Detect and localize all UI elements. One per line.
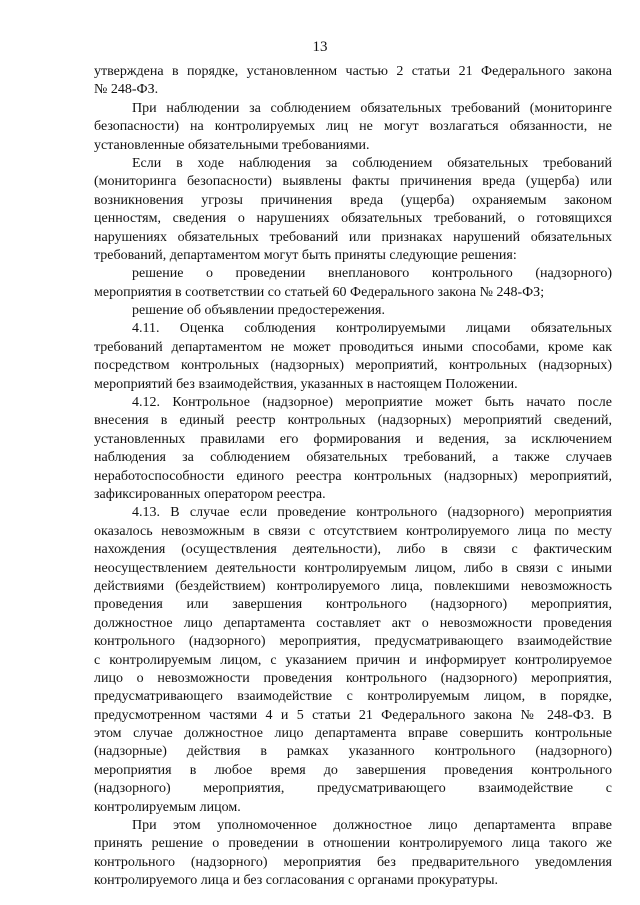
text-line: установленные обязательными требованиями. — [94, 137, 370, 153]
text-line: мероприятий без взаимодействия, указанных в настоящем Положении. — [94, 376, 518, 392]
text-line: нахождения (осуществления деятельности), либо в связи с фактическим — [94, 542, 612, 558]
text-line: оказалось невозможным в связи с отсутствием контролируемого лица по месту — [94, 523, 612, 539]
text-line: ценностям, сведения о нарушениях обязательных требований, о готовящихся — [94, 211, 612, 227]
text-line: решение об объявлении предостережения. — [132, 303, 385, 319]
text-line: наблюдения за соблюдением обязательных требований, а также случаев — [94, 450, 612, 466]
text-line: Если в ходе наблюдения за соблюдением обязательных требований — [132, 155, 612, 171]
text-line: внесения в единый реестр контрольных (надзорных) мероприятий сведений, — [94, 413, 612, 429]
text-line: (надзорные) действия в рамках указанного контрольного (надзорного) — [94, 744, 612, 760]
text-line: 4.12. Контрольное (надзорное) мероприятие может быть начато после — [132, 395, 612, 411]
text-line: 4.13. В случае если проведение контрольного (надзорного) мероприятия — [132, 505, 612, 521]
page-number: 13 — [312, 39, 328, 55]
text-line: При этом уполномоченное должностное лицо департамента вправе — [132, 818, 612, 834]
text-line: лицо о невозможности проведения контрольного (надзорного) мероприятия, — [94, 670, 612, 686]
text-line: принять решение о проведении в отношении контролируемого лица такого же — [94, 836, 612, 852]
text-line: неосуществлением деятельности контролируемым лицом, либо в связи с иными — [94, 560, 612, 576]
text-line: предусмотренном частями 4 и 5 статьи 21 Федерального закона № 248-ФЗ. В — [94, 707, 612, 723]
text-line: требований, департаментом могут быть приняты следующие решения: — [94, 247, 517, 263]
text-line: нарушениях обязательных требований или признаках нарушений обязательных — [94, 229, 612, 245]
text-line: 4.11. Оценка соблюдения контролируемыми лицами обязательных — [132, 321, 612, 337]
text-line: мероприятия в любое время до завершения проведения контрольного — [94, 762, 612, 778]
text-line: При наблюдении за соблюдением обязательных требований (мониторинге — [132, 100, 612, 116]
text-line: контролируемого лица и без согласования с органами прокуратуры. — [94, 873, 499, 889]
text-line: возникновения угрозы причинения вреда (ущерба) охраняемым законом — [94, 192, 612, 208]
text-line: требований департаментом не может проводиться иными способами, кроме как — [94, 339, 612, 355]
document-body — [94, 63, 612, 891]
text-line: № 248-ФЗ. — [94, 82, 159, 98]
text-line: контрольного (надзорного) мероприятия, предусматривающего взаимодействие — [94, 634, 612, 650]
text-line: должностное лицо департамента составляет акт о невозможности проведения — [94, 615, 612, 631]
text-line: контрольного (надзорного) мероприятия без предварительного уведомления — [94, 854, 612, 870]
text-line: безопасности) на контролируемых лиц не могут возлагаться обязанности, не — [94, 119, 612, 135]
text-line: мероприятия в соответствии со статьей 60 Федерального закона № 248-ФЗ; — [94, 284, 545, 300]
text-line: посредством контрольных (надзорных) мероприятий, контрольных (надзорных) — [94, 358, 612, 374]
text-line: решение о проведении внепланового контрольного (надзорного) — [132, 266, 612, 282]
text-line: контролируемым лицом. — [94, 799, 241, 815]
text-line: этом случае должностное лицо департамента вправе совершить контрольные — [94, 726, 612, 742]
text-line: (мониторинга безопасности) выявлены факты причинения вреда (ущерба) или — [94, 174, 612, 190]
text-line: проведения или завершения контрольного (надзорного) мероприятия, — [94, 597, 612, 613]
text-line: предусматривающего взаимодействие с контролируемым лицом, в порядке, — [94, 689, 612, 705]
text-line: с контролируемым лицом, с указанием причин и информирует контролируемое — [94, 652, 612, 668]
text-line: установленных правилами его формирования и ведения, за исключением — [94, 431, 612, 447]
text-line: неработоспособности единого реестра контрольных (надзорных) мероприятий, — [94, 468, 612, 484]
text-line: зафиксированных оператором реестра. — [94, 486, 326, 502]
text-line: утверждена в порядке, установленном частью 2 статьи 21 Федерального закона — [94, 64, 612, 79]
text-line: действиями (бездействием) контролируемого лица, повлекшими невозможность — [94, 578, 612, 594]
text-line: (надзорного) мероприятия, предусматривающего взаимодействие с — [94, 781, 612, 797]
